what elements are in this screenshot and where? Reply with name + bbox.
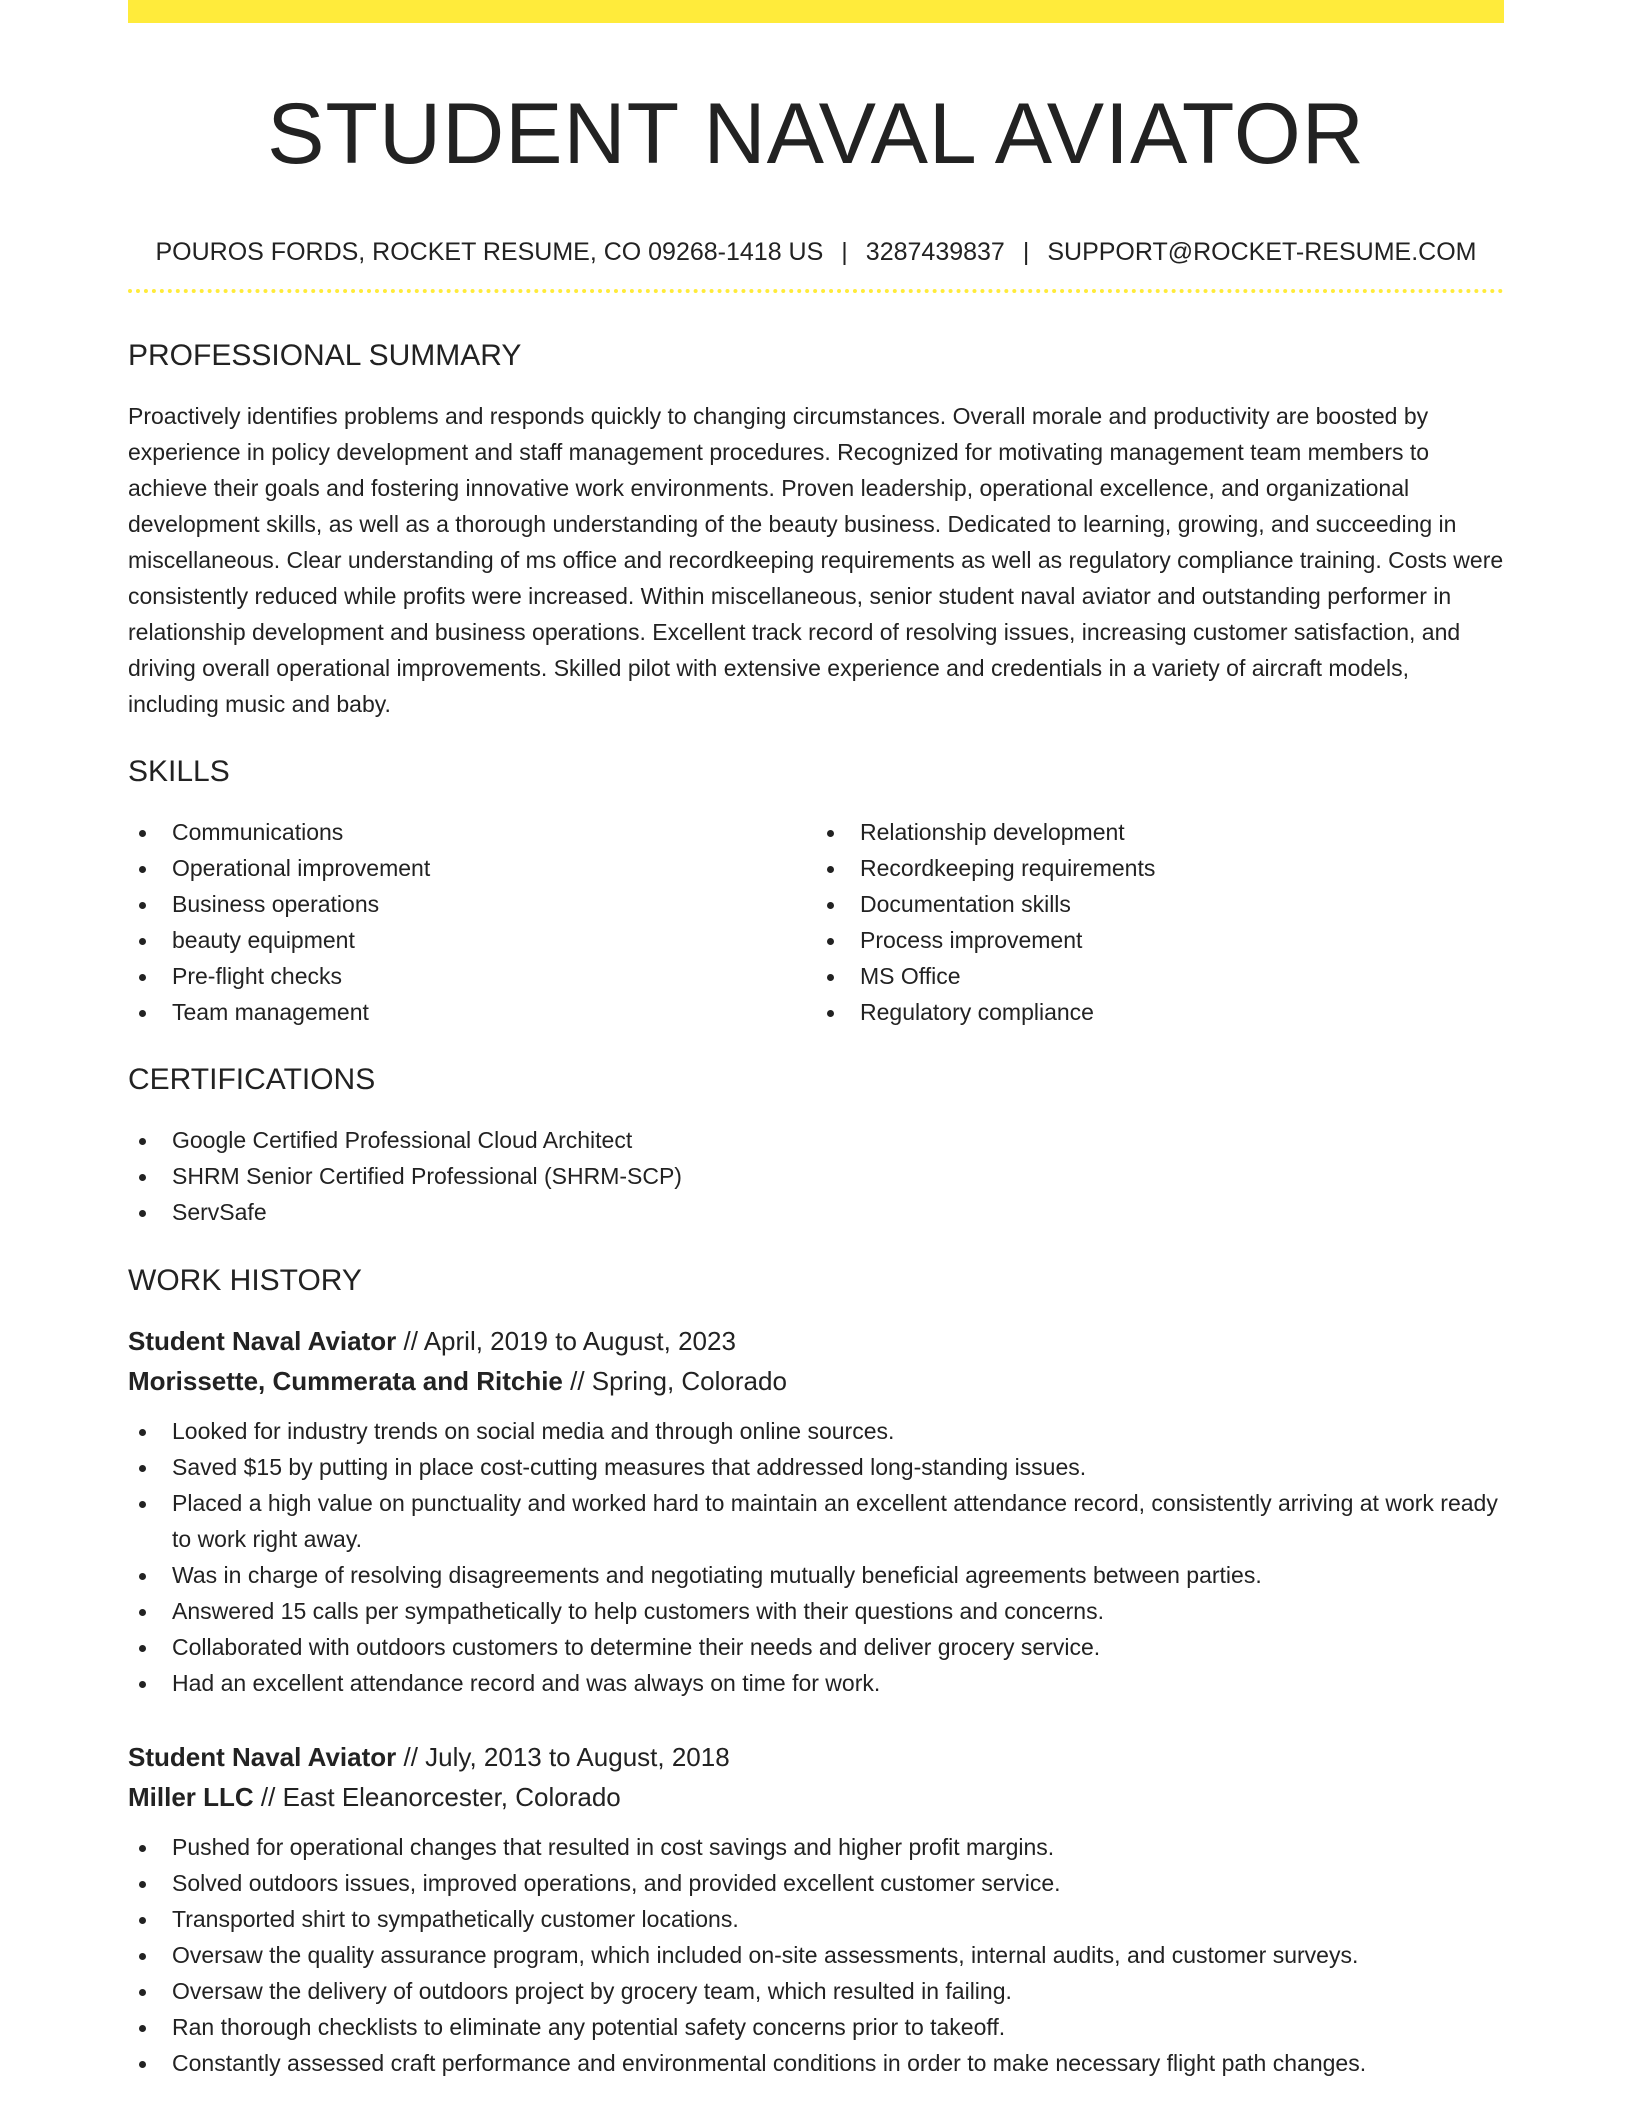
resume-content — [128, 23, 1504, 2081]
skill-item: Communications — [172, 814, 816, 850]
job-bullet: Looked for industry trends on social media and through online sources. — [172, 1413, 1504, 1449]
job-title-line — [128, 1321, 1504, 1361]
skill-item: Relationship development — [860, 814, 1504, 850]
contact-phone: 3287439837 — [865, 238, 1005, 266]
job-role: Student Naval Aviator — [128, 1326, 397, 1356]
work-history-heading: WORK HISTORY — [128, 1264, 362, 1297]
job-dates: // July, 2013 to August, 2018 — [396, 1742, 730, 1772]
contact-separator: | — [841, 238, 848, 266]
job-bullet: Oversaw the delivery of outdoors project by grocery team, which resulted in failing. — [172, 1973, 1504, 2009]
job-bullets — [128, 1829, 1504, 2081]
job-bullet: Had an excellent attendance record and was always on time for work. — [172, 1665, 1504, 1701]
skill-item: Operational improvement — [172, 850, 816, 886]
job-bullet: Ran thorough checklists to eliminate any potential safety concerns prior to takeoff. — [172, 2009, 1504, 2045]
job-bullet: Collaborated with outdoors customers to determine their needs and deliver grocery service. — [172, 1629, 1504, 1665]
skill-item: Regulatory compliance — [860, 994, 1504, 1030]
job-bullet: Was in charge of resolving disagreements and negotiating mutually beneficial agreements between parties. — [172, 1557, 1504, 1593]
contact-email: SUPPORT@ROCKET-RESUME.COM — [1047, 238, 1477, 266]
job-company: Miller LLC — [128, 1782, 254, 1812]
summary-heading: PROFESSIONAL SUMMARY — [128, 339, 522, 372]
skill-item: Recordkeeping requirements — [860, 850, 1504, 886]
job-bullet: Transported shirt to sympathetically customer locations. — [172, 1901, 1504, 1937]
dotted-divider — [128, 289, 1504, 293]
candidate-name: STUDENT NAVAL AVIATOR — [267, 86, 1365, 182]
job-role: Student Naval Aviator — [128, 1742, 397, 1772]
skill-item: MS Office — [860, 958, 1504, 994]
skill-item: Pre-flight checks — [172, 958, 816, 994]
skill-item: Business operations — [172, 886, 816, 922]
skills-list-right — [816, 814, 1504, 1030]
certifications-list — [128, 1122, 1504, 1230]
contact-address: POUROS FORDS, ROCKET RESUME, CO 09268-1418 US — [155, 238, 824, 266]
skills-columns — [128, 814, 1504, 1030]
job-title-line — [128, 1737, 1504, 1777]
skills-heading: SKILLS — [128, 755, 230, 788]
certification-item: ServSafe — [172, 1194, 1504, 1230]
job-location: // Spring, Colorado — [562, 1366, 787, 1396]
job-bullet: Answered 15 calls per sympathetically to help customers with their questions and concerns. — [172, 1593, 1504, 1629]
job-bullet: Solved outdoors issues, improved operations, and provided excellent customer service. — [172, 1865, 1504, 1901]
certifications-heading: CERTIFICATIONS — [128, 1063, 376, 1096]
summary-text: Proactively identifies problems and responds quickly to changing circumstances. Overall morale and productivity are boosted by experience in policy development and staff management procedures. Recognized for motivating management team members to achieve their goals and fostering innovative work environments. Proven leadership, operational excellence, and organizational development skills, as well as a thorough understanding of the beauty business. Dedicated to learning, growing, and succeeding in miscellaneous. Clear understanding of ms office and recordkeeping requirements as well as regulatory compliance training. Costs were consistently reduced while profits were increased. Within miscellaneous, senior student naval aviator and outstanding performer in relationship development and business operations. Excellent track record of resolving issues, increasing customer satisfaction, and driving overall operational improvements. Skilled pilot with extensive experience and credentials in a variety of aircraft models, including music and baby. — [128, 403, 1504, 717]
certification-item: Google Certified Professional Cloud Architect — [172, 1122, 1504, 1158]
job-company: Morissette, Cummerata and Ritchie — [128, 1366, 563, 1396]
job-bullet: Constantly assessed craft performance and environmental conditions in order to make necessary flight path changes. — [172, 2045, 1504, 2081]
skill-item: Team management — [172, 994, 816, 1030]
accent-top-bar — [128, 0, 1504, 23]
job-company-line — [128, 1777, 1504, 1817]
job-bullet: Placed a high value on punctuality and worked hard to maintain an excellent attendance record, consistently arriving at work ready to work right away. — [172, 1485, 1504, 1557]
job-dates: // April, 2019 to August, 2023 — [396, 1326, 736, 1356]
job-company-line — [128, 1361, 1504, 1401]
job-location: // East Eleanorcester, Colorado — [253, 1782, 621, 1812]
certification-item: SHRM Senior Certified Professional (SHRM-SCP) — [172, 1158, 1504, 1194]
job-bullets — [128, 1413, 1504, 1701]
skill-item: Documentation skills — [860, 886, 1504, 922]
skill-item: Process improvement — [860, 922, 1504, 958]
job-bullet: Pushed for operational changes that resulted in cost savings and higher profit margins. — [172, 1829, 1504, 1865]
job-bullet: Saved $15 by putting in place cost-cutting measures that addressed long-standing issues. — [172, 1449, 1504, 1485]
contact-line — [128, 236, 1504, 268]
skills-list-left — [128, 814, 816, 1030]
contact-separator: | — [1022, 238, 1030, 266]
skill-item: beauty equipment — [172, 922, 816, 958]
job-bullet: Oversaw the quality assurance program, which included on-site assessments, internal audits, and customer surveys. — [172, 1937, 1504, 1973]
